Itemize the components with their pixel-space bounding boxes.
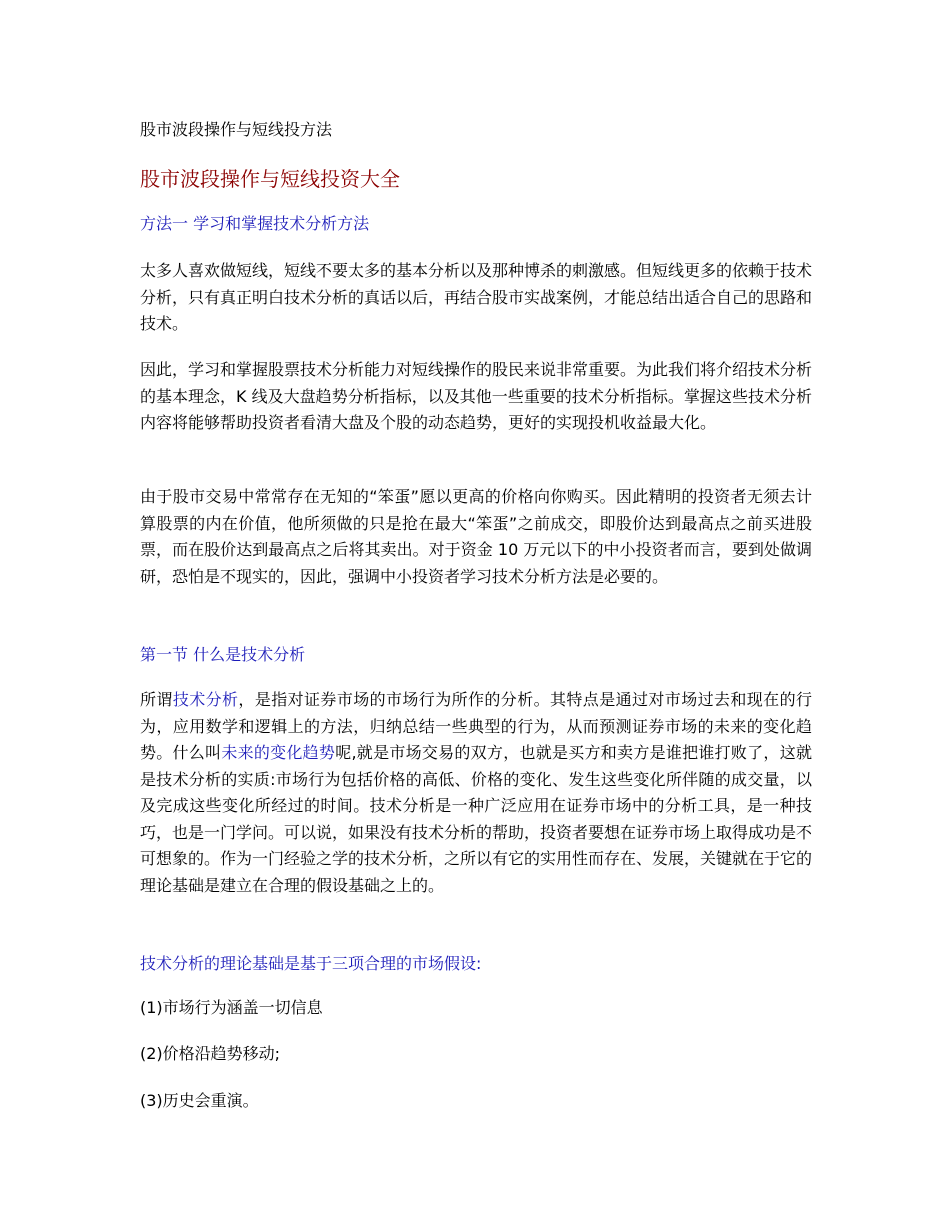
assumption-item: (3)历史会重演。 bbox=[140, 1091, 259, 1110]
paragraph-ta-definition bbox=[140, 687, 812, 899]
section-heading-what-is-ta: 第一节 什么是技术分析 bbox=[140, 645, 306, 664]
document-title: 股市波段操作与短线投方法 bbox=[140, 120, 333, 139]
text-segment: 呢,就是市场交易的双方，也就是买方和卖方是谁把谁打败了，这就是技术分析的实质:市场行为包括价格的高低、价格的变化、发生这些变化所伴随的成交量，以及完成这些变化所经过的时间。技术分析是一种广泛应用在证券市场中的分析工具，是一种技巧，也是一门学问。可以说，如果没有技术分析的帮助，投资者要想在证券市场上取得成功是不可想象的。作为一门经验之学的技术分析，之所以有它的实用性而存在、发展，关键就在于它的理论基础是建立在合理的假设基础之上的。 bbox=[140, 743, 813, 895]
paragraph-technical-analysis-importance: 因此，学习和掌握股票技术分析能力对短线操作的股民来说非常重要。为此我们将介绍技术分析的基本理念，K 线及大盘趋势分析指标，以及其他一些重要的技术分析指标。掌握这些技术分析内容将能够帮助投资者看清大盘及个股的动态趋势，更好的实现投机收益最大化。 bbox=[140, 360, 813, 432]
link-future-trend[interactable]: 未来的变化趋势 bbox=[221, 743, 336, 762]
link-technical-analysis[interactable]: 技术分析 bbox=[172, 690, 239, 709]
text-segment: 所谓 bbox=[140, 690, 173, 709]
assumptions-heading: 技术分析的理论基础是基于三项合理的市场假设: bbox=[140, 954, 482, 973]
assumption-item: (2)价格沿趋势移动; bbox=[140, 1044, 281, 1063]
section-heading-method-one: 方法一 学习和掌握技术分析方法 bbox=[140, 214, 370, 233]
assumption-item: (1)市场行为涵盖一切信息 bbox=[140, 998, 323, 1017]
paragraph-greater-fool: 由于股市交易中常常存在无知的“笨蛋”愿以更高的价格向你购买。因此精明的投资者无须去计算股票的内在价值，他所须做的只是抢在最大“笨蛋”之前成交，即股价达到最高点之前买进股票，而在股价达到最高点之后将其卖出。对于资金 10 万元以下的中小投资者而言，要到处做调研，恐怕是不现实的，因此，强调中小投资者学习技术分析方法是必要的。 bbox=[140, 487, 812, 586]
paragraph-short-term-intro: 太多人喜欢做短线，短线不要太多的基本分析以及那种博杀的刺激感。但短线更多的依赖于技术分析，只有真正明白技术分析的真话以后，再结合股市实战案例，才能总结出适合自己的思路和技术。 bbox=[140, 261, 813, 333]
text-segment: ，是指对证券市场的市场行为所作的分析。其特点是通过对市场过去和现在的行为，应用数学和逻辑上的方法，归纳总结一些典型的行为，从而预测证券市场的未来的变化趋势。什么叫 bbox=[140, 690, 812, 762]
main-heading: 股市波段操作与短线投资大全 bbox=[140, 167, 400, 191]
